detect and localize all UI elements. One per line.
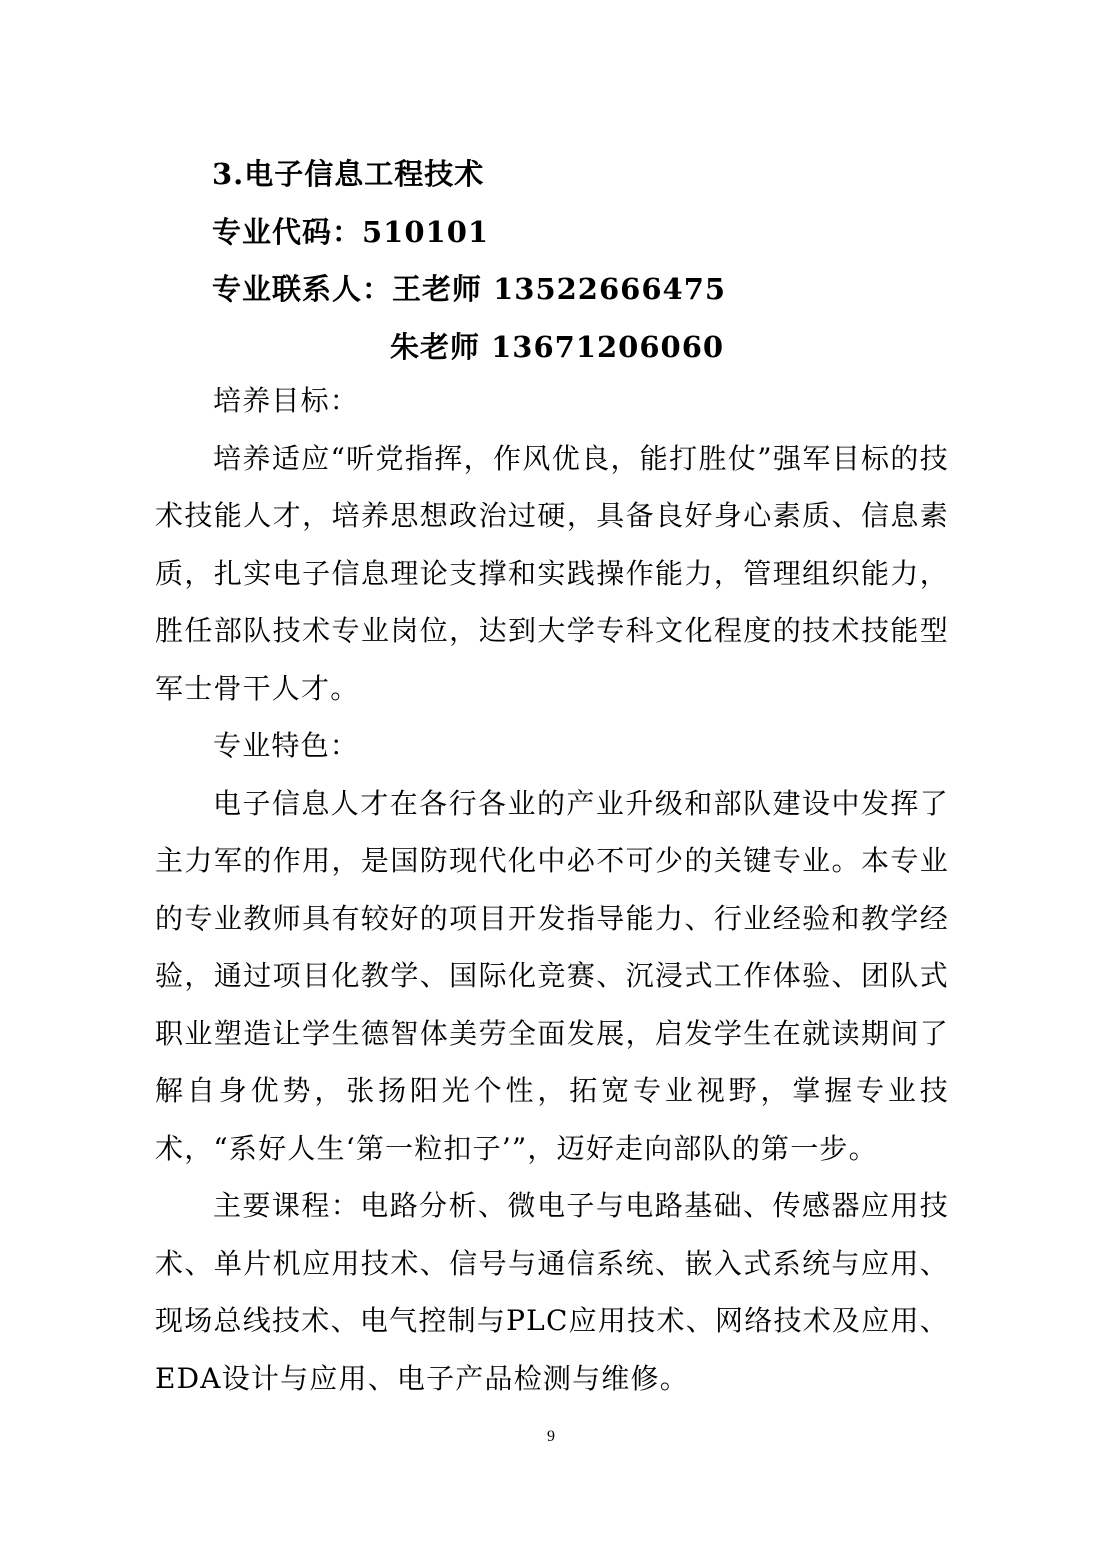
training-goal-label: 培养目标： bbox=[213, 384, 360, 417]
program-features-label: 专业特色： bbox=[213, 729, 360, 762]
program-contact-primary: 专业联系人：王老师 13522666475 bbox=[212, 272, 727, 306]
program-contact-secondary: 朱老师 13671206060 bbox=[390, 329, 725, 364]
main-courses-text: 主要课程：电路分析、微电子与电路基础、传感器应用技术、单片机应用技术、信号与通信系统、嵌入式系统与应用、现场总线技术、电气控制与PLC应用技术、网络技术及应用、EDA设计与应用、电子产品检测与维修。 bbox=[155, 1189, 949, 1395]
program-title: 3.电子信息工程技术 bbox=[212, 157, 485, 191]
program-header bbox=[212, 146, 726, 376]
page-number: 9 bbox=[547, 1428, 555, 1445]
program-code: 专业代码：510101 bbox=[212, 214, 490, 249]
program-features-text: 电子信息人才在各行各业的产业升级和部队建设中发挥了主力军的作用，是国防现代化中必不可少的关键专业。本专业的专业教师具有较好的项目开发指导能力、行业经验和教学经验，通过项目化教学、国际化竞赛、沉浸式工作体验、团队式职业塑造让学生德智体美劳全面发展，启发学生在就读期间了解自身优势，张扬阳光个性，拓宽专业视野，掌握专业技术，“系好人生‘第一粒扣子’”，迈好走向部队的第一步。 bbox=[155, 786, 949, 1165]
training-goal-text: 培养适应“听党指挥，作风优良，能打胜仗”强军目标的技术技能人才，培养思想政治过硬，具备良好身心素质、信息素质，扎实电子信息理论支撑和实践操作能力，管理组织能力，胜任部队技术专业岗位，达到大学专科文化程度的技术技能型军士骨干人才。 bbox=[155, 441, 949, 705]
program-description bbox=[155, 372, 949, 1407]
